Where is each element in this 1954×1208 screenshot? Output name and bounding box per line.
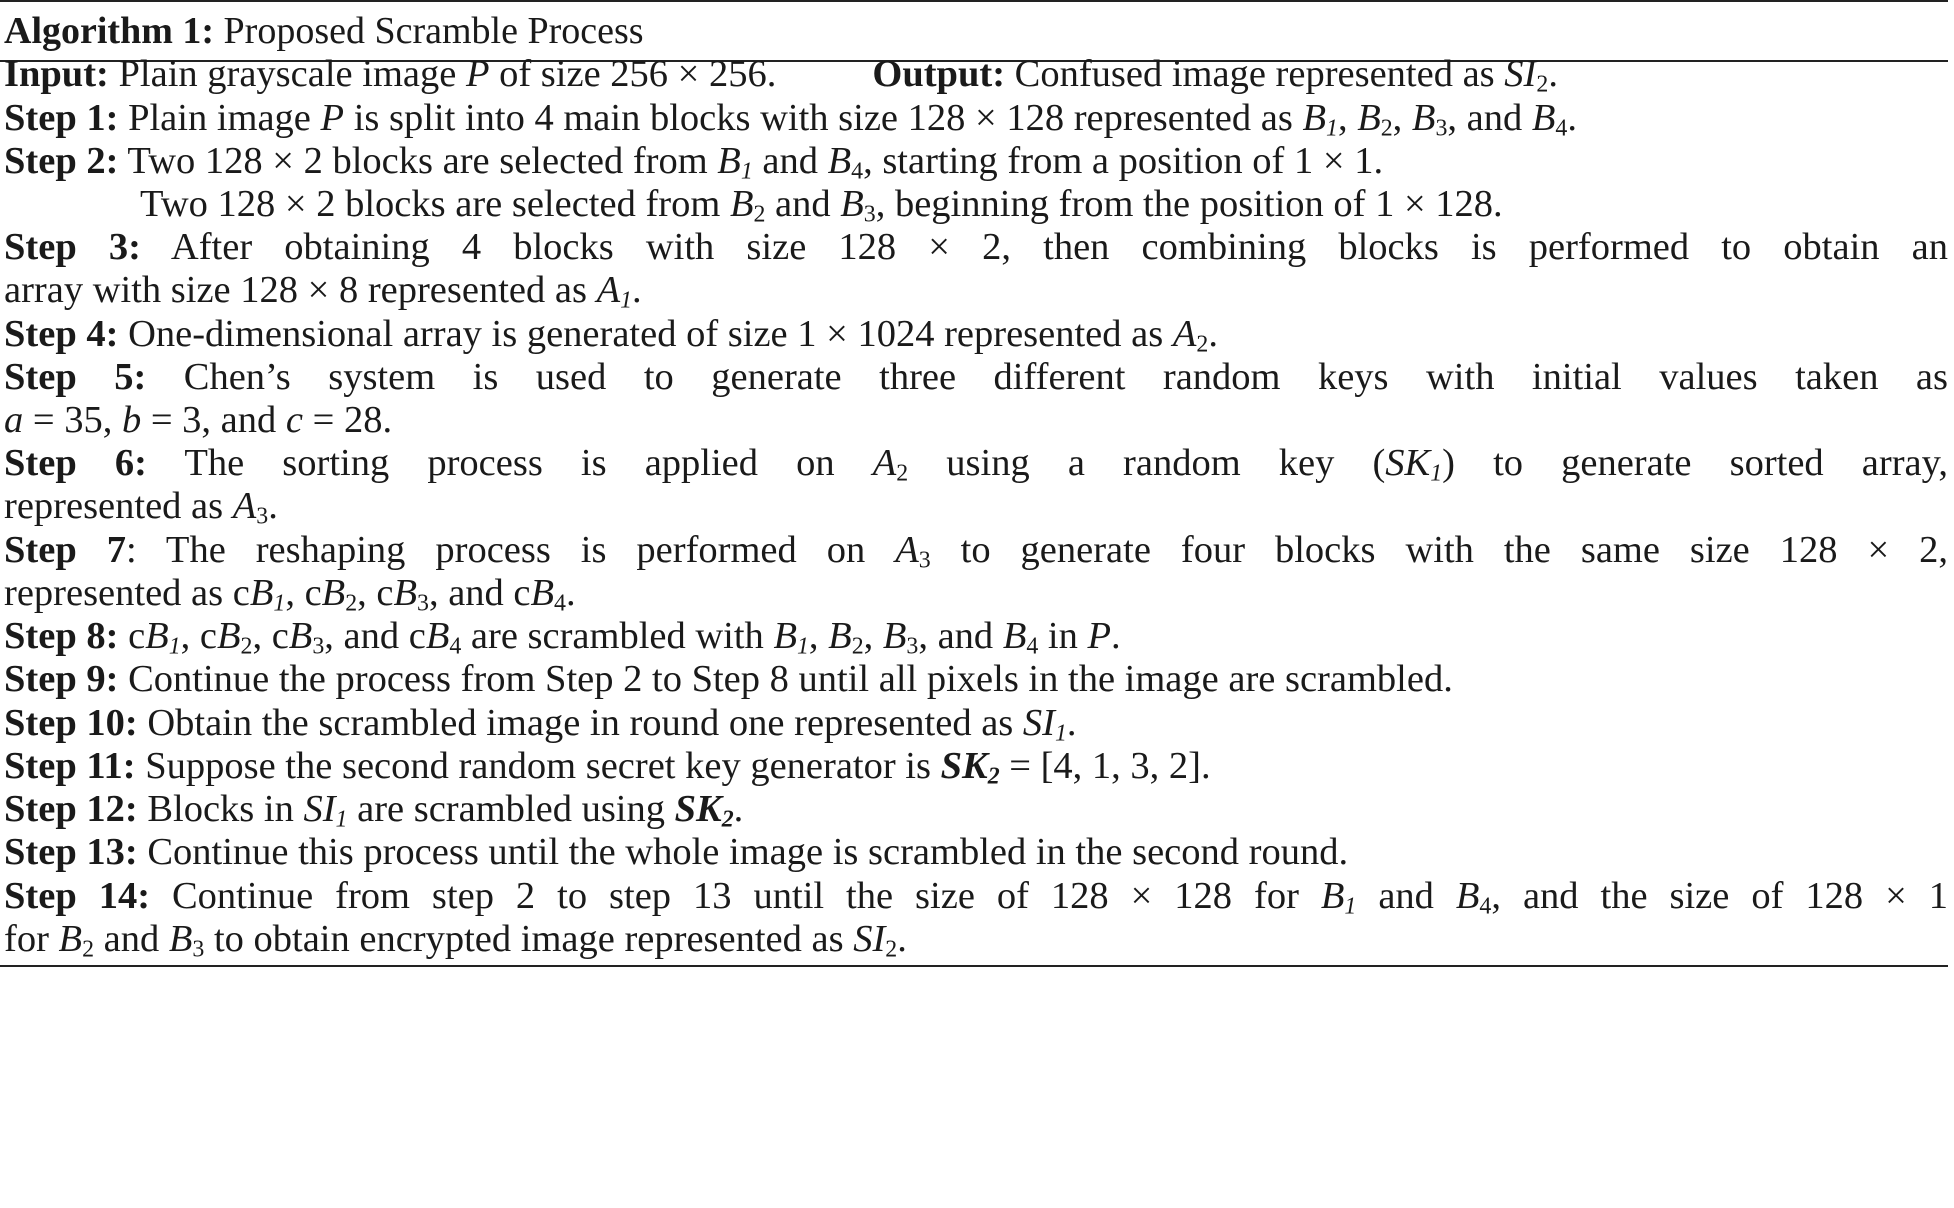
step-14-label: Step 14: xyxy=(4,875,151,917)
top-rule xyxy=(0,0,1948,2)
step-5: Step 5: Chen’s system is used to generate three different random keys with initial values taken as xyxy=(4,356,1949,398)
step-3-label: Step 3: xyxy=(4,226,141,268)
step-2-text: Two 128 × 2 blocks are selected from $B_1$ and $B_4$, starting from a position of 1 × 1. xyxy=(118,140,1384,185)
step-2-label: Step 2: xyxy=(4,140,119,182)
step-13-label: Step 13: xyxy=(4,831,138,873)
bottom-rule xyxy=(0,965,1948,967)
step-10-label: Step 10: xyxy=(4,702,138,744)
step-1-text: Plain image P is split into 4 main blocks with size 128 × 128 represented as $B_1$, $B_2$, $B_3$, and $B_4$. xyxy=(118,97,1577,142)
step-9-text: Continue the process from Step 2 to Step 8 until all pixels in the image are scrambled. xyxy=(128,658,1453,700)
step-2-continued: Two 128 × 2 blocks are selected from $B_2$ and $B_3$, beginning from the position of 1 × 128. xyxy=(140,183,1503,228)
step-3-continued: array with size 128 × 8 represented as $A_1$. xyxy=(4,269,642,314)
step-14: Step 14: Continue from step 2 to step 13 until the size of 128 × 128 for $B_1$ and $B_4$, and the size of 128 × 1 xyxy=(4,875,1949,920)
step-12-label: Step 12: xyxy=(4,788,138,830)
input-text: Plain grayscale image P of size 256 × 256. xyxy=(108,53,777,95)
step-10-text: Obtain the scrambled image in round one represented as $SI_1$. xyxy=(137,702,1077,747)
step-14-continued: for $B_2$ and $B_3$ to obtain encrypted image represented as $SI_2$. xyxy=(4,918,907,963)
step-4-label: Step 4: xyxy=(4,313,119,355)
step-6: Step 6: The sorting process is applied on $A_2$ using a random key $(SK_1)$ to generate sorted array, xyxy=(4,442,1948,487)
step-11-label: Step 11: xyxy=(4,745,136,787)
step-7-label: Step 7 xyxy=(4,529,126,571)
step-13-text: Continue this process until the whole image is scrambled in the second round. xyxy=(147,831,1349,873)
input-label: Input: xyxy=(4,53,109,95)
step-7-continued: represented as $cB_1$, $cB_2$, $cB_3$, and $cB_4$. xyxy=(4,572,576,617)
step-6-continued: represented as $A_3$. xyxy=(4,485,278,530)
step-7: Step 7: The reshaping process is performed on $A_3$ to generate four blocks with the same size 128 × 2, xyxy=(4,529,1948,574)
step-11-text: Suppose the second random secret key generator is $SK_2 = [4$, 1, 3, 2]. xyxy=(135,745,1211,790)
step-5-continued: a = 35, b = 3, and c = 28. xyxy=(4,399,393,441)
step-3: Step 3: After obtaining 4 blocks with size 128 × 2, then combining blocks is performed to obtain an xyxy=(4,226,1948,268)
algorithm-title: Proposed Scramble Process xyxy=(223,10,644,52)
step-8-label: Step 8: xyxy=(4,615,119,657)
output-label: Output: xyxy=(872,53,1006,95)
step-8-text: $cB_1$, $cB_2$, $cB_3$, and $cB_4$ are scrambled with $B_1$, $B_2$, $B_3$, and $B_4$ in P. xyxy=(118,615,1121,660)
step-4-text: One-dimensional array is generated of size 1 × 1024 represented as $A_2$. xyxy=(118,313,1218,358)
step-1-label: Step 1: xyxy=(4,97,119,139)
step-6-label: Step 6: xyxy=(4,442,147,484)
step-5-label: Step 5: xyxy=(4,356,147,398)
step-12-text: Blocks in $SI_1$ are scrambled using $SK_2$. xyxy=(137,788,744,833)
step-9-label: Step 9: xyxy=(4,658,119,700)
algorithm-label: Algorithm 1: xyxy=(4,10,215,52)
output-text: Confused image represented as $SI_2$. xyxy=(1005,53,1558,98)
